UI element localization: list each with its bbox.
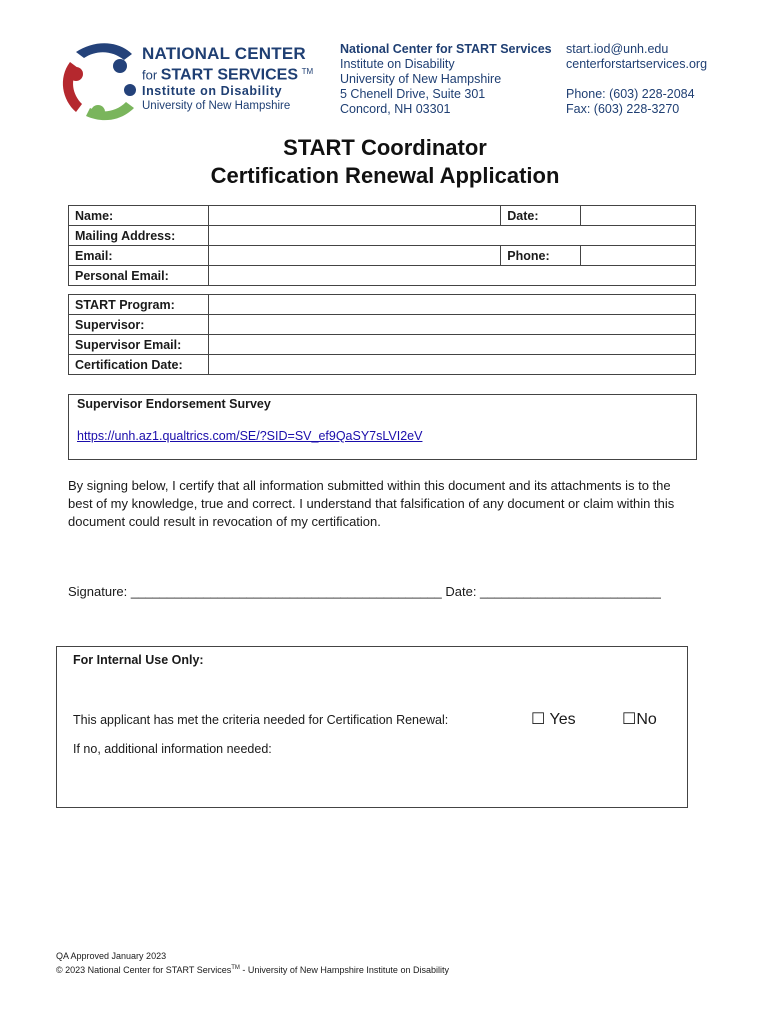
phone-label: Phone:	[501, 246, 581, 266]
contact-website[interactable]: centerforstartservices.org	[566, 57, 708, 71]
org-line2: Institute on Disability	[340, 57, 455, 71]
date-field[interactable]	[581, 206, 696, 226]
title-line1: START Coordinator	[283, 135, 487, 160]
logo-dot-red	[69, 67, 83, 81]
additional-info-label: If no, additional information needed:	[73, 742, 272, 756]
internal-question: This applicant has met the criteria needed for Certification Renewal:	[73, 713, 449, 727]
start-program-field[interactable]	[208, 295, 695, 315]
page-title	[0, 134, 770, 190]
contact-fax: Fax: (603) 228-3270	[566, 102, 680, 116]
supervisor-field[interactable]	[208, 315, 695, 335]
certification-date-label: Certification Date:	[69, 355, 209, 375]
email-field[interactable]	[208, 246, 500, 266]
start-program-label: START Program:	[69, 295, 209, 315]
supervisor-email-label: Supervisor Email:	[69, 335, 209, 355]
certification-date-field[interactable]	[208, 355, 695, 375]
name-field[interactable]	[208, 206, 500, 226]
signature-line[interactable]: Signature: ___________________________________________ Date: _________________________	[68, 584, 661, 599]
contact-phone: Phone: (603) 228-2084	[566, 87, 695, 101]
program-info-table	[68, 294, 696, 375]
logo-line2-prefix: for	[142, 67, 158, 83]
applicant-info-table	[68, 205, 696, 286]
logo-dot-green	[91, 105, 105, 119]
logo-tm: TM	[301, 67, 314, 76]
certification-statement: By signing below, I certify that all information submitted within this document and its attachments is to the best of my knowledge, true and correct. I understand that falsification of any document or claim within this document could result in revocation of my certification.	[68, 478, 675, 529]
org-line3: University of New Hampshire	[340, 72, 502, 86]
footer-copyright	[56, 962, 449, 976]
no-checkbox[interactable]: ☐No	[622, 711, 657, 728]
org-name: National Center for START Services	[340, 42, 552, 56]
survey-link[interactable]: https://unh.az1.qualtrics.com/SE/?SID=SV_ef9QaSY7sLVI2eV	[77, 429, 423, 443]
logo-line2	[142, 63, 313, 83]
org-line5: Concord, NH 03301	[340, 102, 451, 116]
date-label: Date:	[501, 206, 581, 226]
logo-blue-arc	[76, 43, 132, 60]
supervisor-email-field[interactable]	[208, 335, 695, 355]
internal-use-box	[56, 646, 688, 808]
contact-block	[566, 42, 707, 117]
logo-text	[142, 44, 313, 113]
logo-line4: University of New Hampshire	[142, 100, 291, 113]
personal-email-label: Personal Email:	[69, 266, 209, 286]
phone-field[interactable]	[581, 246, 696, 266]
footer	[56, 950, 449, 976]
org-address-block	[340, 42, 552, 117]
email-label: Email:	[69, 246, 209, 266]
footer-approval: QA Approved January 2023	[56, 951, 167, 961]
logo-line1: NATIONAL CENTER	[142, 44, 306, 63]
logo-line3: Institute on Disability	[142, 84, 283, 99]
supervisor-label: Supervisor:	[69, 315, 209, 335]
footer-copyright-a: © 2023 National Center for START Services	[56, 965, 232, 975]
contact-email[interactable]: start.iod@unh.edu	[566, 42, 669, 56]
logo-line2-main: START SERVICES	[160, 66, 299, 84]
supervisor-survey-box	[68, 394, 697, 460]
logo-dot-navy	[124, 84, 136, 96]
mailing-address-field[interactable]	[208, 226, 695, 246]
org-line4: 5 Chenell Drive, Suite 301	[340, 87, 486, 101]
name-label: Name:	[69, 206, 209, 226]
logo-dot-blue	[113, 59, 127, 73]
footer-tm: TM	[231, 965, 240, 971]
title-line2: Certification Renewal Application	[210, 163, 560, 188]
internal-title: For Internal Use Only:	[73, 653, 204, 667]
footer-copyright-b: - University of New Hampshire Institute on Disability	[239, 965, 449, 975]
yes-checkbox[interactable]: ☐ Yes	[531, 711, 576, 728]
mailing-address-label: Mailing Address:	[69, 226, 209, 246]
survey-title: Supervisor Endorsement Survey	[77, 397, 271, 411]
personal-email-field[interactable]	[208, 266, 695, 286]
